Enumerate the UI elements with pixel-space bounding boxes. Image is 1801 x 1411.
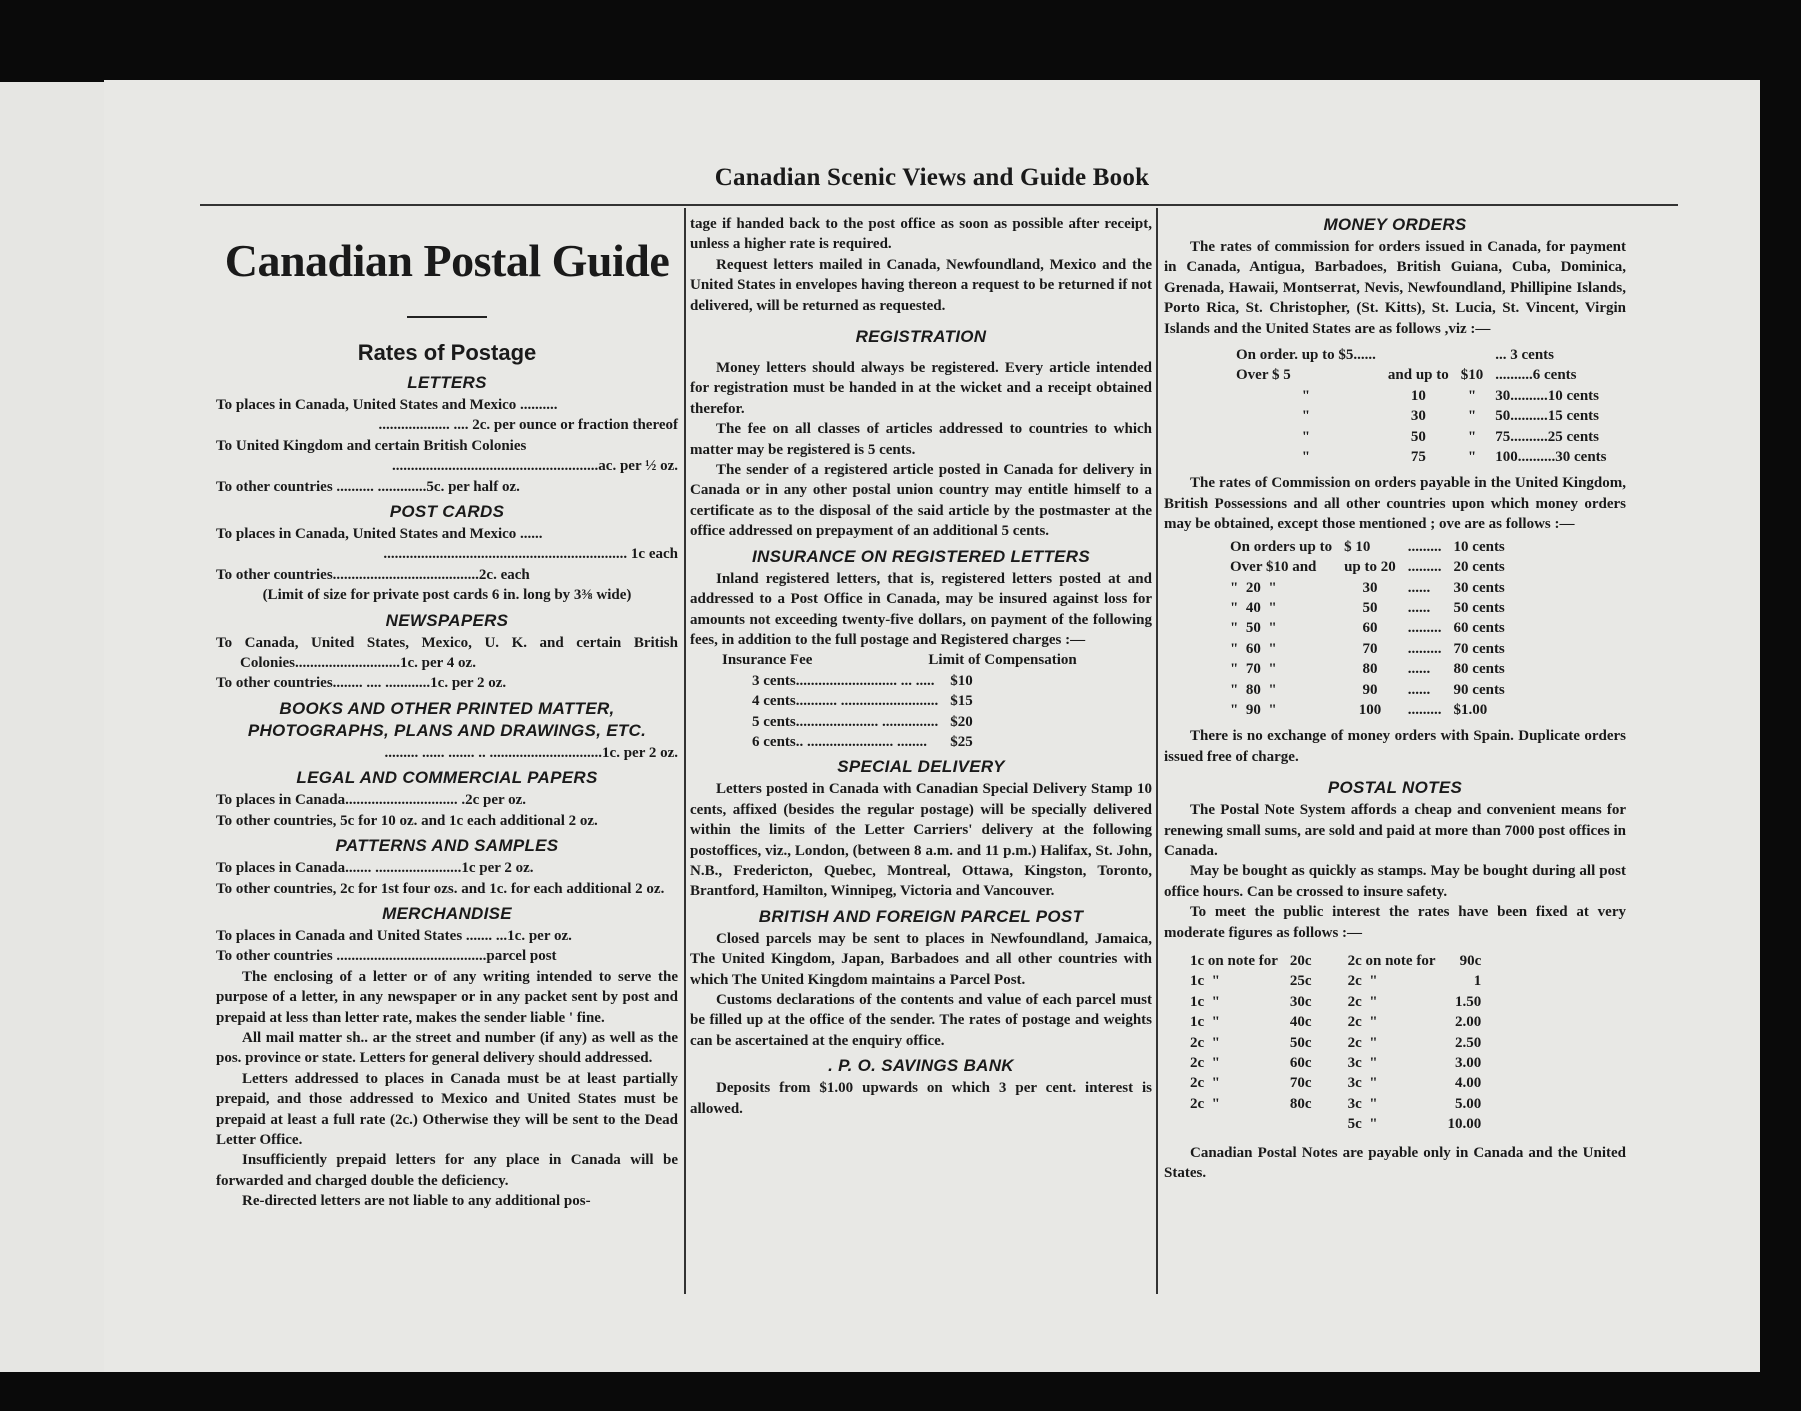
cell: up to 20 bbox=[1344, 559, 1396, 576]
table-row bbox=[746, 712, 979, 732]
header-rule bbox=[200, 204, 1678, 206]
paragraph: The enclosing of a letter or of any writing intended to serve the purpose of a letter, in any newspaper or in any packet sent by post and prepaid at less than letter rate, makes the sender liable ' fine. bbox=[216, 968, 678, 1026]
table-row bbox=[1230, 427, 1613, 447]
cell: 80 bbox=[1362, 661, 1378, 678]
cell: " bbox=[1467, 449, 1477, 466]
fee-cell: 3 cents........................... ... ..... bbox=[752, 672, 935, 689]
cell: ......... bbox=[1407, 701, 1442, 718]
cell: " bbox=[1301, 387, 1311, 404]
money-order-table-2 bbox=[1224, 537, 1511, 721]
rate-line: (Limit of size for private post cards 6 in. long by 3⅜ wide) bbox=[262, 587, 632, 604]
cell: ...... bbox=[1407, 579, 1431, 596]
table-row bbox=[746, 671, 979, 691]
cell: 50..........15 cents bbox=[1495, 408, 1600, 425]
paragraph: To meet the public interest the rates have been fixed at very moderate figures as follows :— bbox=[1164, 904, 1626, 941]
cell: " bbox=[1467, 387, 1477, 404]
cell: $ 10 bbox=[1344, 538, 1371, 555]
cell: $1.00 bbox=[1453, 701, 1488, 718]
section-heading: POSTAL NOTES bbox=[1327, 778, 1463, 798]
cell: " 90 " bbox=[1230, 701, 1277, 718]
fee-cell: 5 cents...................... ............... bbox=[752, 713, 939, 730]
table-row bbox=[1230, 447, 1613, 467]
table-row bbox=[1224, 598, 1511, 618]
rate-line: ......... ...... ....... .. ..............................1c. per 2 oz. bbox=[384, 744, 678, 761]
rate-line: To places in Canada, United States and Mexico ...... bbox=[216, 526, 543, 543]
rate-line: To places in Canada, United States and Mexico .......... bbox=[216, 397, 558, 413]
cell: 3c " bbox=[1347, 1095, 1378, 1112]
cell: 3c " bbox=[1347, 1055, 1378, 1072]
cell: " 70 " bbox=[1230, 661, 1277, 678]
cell: " bbox=[1301, 408, 1311, 425]
table-row bbox=[1184, 1094, 1487, 1114]
section-heading: REGISTRATION bbox=[855, 327, 987, 347]
cell: 25c bbox=[1289, 973, 1312, 990]
middle-column bbox=[690, 214, 1152, 1119]
table-row bbox=[1184, 1033, 1487, 1053]
cell: 2c " bbox=[1190, 1095, 1220, 1112]
right-column bbox=[1164, 214, 1626, 1183]
section-heading: . P. O. SAVINGS BANK bbox=[828, 1056, 1014, 1076]
table-row bbox=[1184, 1053, 1487, 1073]
cell: 10 bbox=[1410, 387, 1426, 404]
cell: " bbox=[1467, 408, 1477, 425]
cell bbox=[1184, 1114, 1284, 1134]
cell: 2c " bbox=[1347, 993, 1378, 1010]
table-row bbox=[1224, 639, 1511, 659]
rate-line: To other countries, 5c for 10 oz. and 1c each additional 2 oz. bbox=[216, 812, 598, 829]
cell: 60 cents bbox=[1453, 620, 1505, 637]
cell: 4.00 bbox=[1454, 1075, 1482, 1092]
section-heading: MERCHANDISE bbox=[382, 903, 512, 923]
cell: " 40 " bbox=[1230, 599, 1277, 616]
paragraph: Request letters mailed in Canada, Newfoundland, Mexico and the United States in envelopes having thereon a request to be returned if not delivered, will be returned as requested. bbox=[690, 256, 1152, 314]
table-row bbox=[1224, 557, 1511, 577]
table-row bbox=[746, 732, 979, 752]
cell: 75 bbox=[1410, 449, 1426, 466]
cell: 30c bbox=[1289, 993, 1312, 1010]
cell: " bbox=[1301, 428, 1311, 445]
cell: 60 bbox=[1362, 620, 1378, 637]
cell: 2c on note for bbox=[1347, 953, 1436, 969]
table-row bbox=[1184, 1012, 1487, 1032]
cell: On order. up to $5...... bbox=[1236, 347, 1376, 364]
table-row bbox=[1224, 578, 1511, 598]
section-heading: SPECIAL DELIVERY bbox=[837, 757, 1005, 777]
fee-cell: 4 cents........... .......................... bbox=[752, 693, 939, 710]
table-row bbox=[1224, 680, 1511, 700]
section-heading: PATTERNS AND SAMPLES bbox=[335, 836, 559, 856]
cell: 3.00 bbox=[1454, 1055, 1482, 1072]
cell: and up to bbox=[1387, 367, 1449, 384]
rate-line: To places in Canada....... .......................1c per 2 oz. bbox=[216, 860, 534, 877]
cell: 70 cents bbox=[1453, 640, 1505, 657]
paragraph: The sender of a registered article posted in Canada for delivery in Canada or in any other postal union country may entitle himself to a certificate as to the disposal of the said article by the postmaster at the office addressed on prepayment of an additional 5 cents. bbox=[690, 462, 1152, 540]
cell: 2c " bbox=[1190, 1034, 1220, 1051]
cell: Over $ 5 bbox=[1236, 367, 1291, 384]
cell: 80 cents bbox=[1453, 661, 1505, 678]
rate-line: To places in Canada and United States ....... ...1c. per oz. bbox=[216, 927, 572, 944]
running-header: Canadian Scenic Views and Guide Book bbox=[714, 164, 1150, 191]
cell: ......... bbox=[1407, 559, 1442, 576]
cell: 100 bbox=[1358, 701, 1382, 718]
cell: 1c " bbox=[1190, 993, 1220, 1010]
insurance-fee-table bbox=[746, 671, 979, 753]
limit-cell: $25 bbox=[950, 733, 973, 750]
table-row bbox=[1184, 971, 1487, 991]
cell: " 80 " bbox=[1230, 681, 1277, 698]
cell: 2c " bbox=[1190, 1055, 1220, 1072]
section-heading: BOOKS AND OTHER PRINTED MATTER, PHOTOGRAPHS, PLANS AND DRAWINGS, ETC. bbox=[247, 698, 647, 740]
rate-line: To Canada, United States, Mexico, U. K. and certain British Colonies............................1c. per 4 oz. bbox=[216, 634, 678, 672]
cell: 1c " bbox=[1190, 973, 1220, 990]
cell: ......... bbox=[1407, 620, 1442, 637]
cell: 2c " bbox=[1347, 973, 1378, 990]
column-rule bbox=[1156, 208, 1158, 1294]
cell: $10 bbox=[1460, 367, 1484, 384]
section-heading: MONEY ORDERS bbox=[1323, 215, 1467, 234]
rate-line: To other countries ........................................parcel post bbox=[216, 948, 557, 965]
cell: 2.50 bbox=[1454, 1034, 1482, 1051]
cell: 50 bbox=[1362, 599, 1378, 616]
cell: 20c bbox=[1289, 953, 1312, 969]
column-header: Insurance Fee bbox=[722, 652, 813, 669]
section-heading: NEWSPAPERS bbox=[385, 610, 509, 630]
fee-cell: 6 cents.. ....................... ........ bbox=[752, 733, 927, 750]
money-order-table-1 bbox=[1230, 345, 1613, 467]
facing-page-edge bbox=[0, 82, 104, 1372]
cell: 1.50 bbox=[1454, 993, 1482, 1010]
insurance-table bbox=[716, 650, 1083, 670]
section-heading: LETTERS bbox=[407, 373, 487, 392]
cell: 5.00 bbox=[1454, 1095, 1482, 1112]
cell: 30 cents bbox=[1453, 579, 1505, 596]
cell bbox=[1382, 345, 1455, 365]
paragraph: The fee on all classes of articles addressed to countries to which matter may be registered is 5 cents. bbox=[690, 421, 1152, 458]
section-heading: POST CARDS bbox=[389, 502, 505, 522]
table-row bbox=[1224, 537, 1511, 557]
cell: 2c " bbox=[1347, 1014, 1378, 1031]
section-heading: BRITISH AND FOREIGN PARCEL POST bbox=[758, 906, 1084, 926]
cell: ...... bbox=[1407, 661, 1431, 678]
cell: ..........6 cents bbox=[1495, 367, 1577, 384]
table-row bbox=[1224, 659, 1511, 679]
cell: " bbox=[1301, 449, 1311, 466]
rate-line: ................... .... 2c. per ounce or fraction thereof bbox=[378, 417, 678, 434]
cell: 2c " bbox=[1347, 1034, 1378, 1051]
paragraph: May be bought as quickly as stamps. May be bought during all post office hours. Can be crossed to insure safety. bbox=[1164, 863, 1626, 900]
paragraph: Re-directed letters are not liable to any additional pos- bbox=[242, 1193, 591, 1210]
cell: 20 cents bbox=[1453, 559, 1505, 576]
cell: 1c " bbox=[1190, 1014, 1220, 1031]
cell: " 20 " bbox=[1230, 579, 1277, 596]
cell: 100..........30 cents bbox=[1495, 449, 1607, 466]
table-row bbox=[746, 691, 979, 711]
cell: 70 bbox=[1362, 640, 1378, 657]
cell: ......... bbox=[1407, 640, 1442, 657]
rate-line: To United Kingdom and certain British Colonies bbox=[216, 437, 527, 454]
table-row bbox=[1230, 365, 1613, 385]
cell: 30..........10 cents bbox=[1495, 387, 1600, 404]
cell: " 60 " bbox=[1230, 640, 1277, 657]
paragraph: Inland registered letters, that is, registered letters posted at and addressed to a Post Office in Canada, may be insured against loss for amounts not exceeding twenty-five dollars, on payment of the following fees, in addition to the full postage and Registered charges :— bbox=[690, 570, 1152, 648]
cell: 50c bbox=[1289, 1034, 1312, 1051]
cell: 80c bbox=[1289, 1095, 1312, 1112]
book-page bbox=[104, 80, 1760, 1372]
table-row bbox=[1224, 700, 1511, 720]
cell: ...... bbox=[1407, 681, 1431, 698]
cell: 50 bbox=[1410, 428, 1426, 445]
paragraph: Money letters should always be registered. Every article intended for registration must be handed in at the wicket and a receipt obtained therefor. bbox=[690, 360, 1152, 417]
cell: 60c bbox=[1289, 1055, 1312, 1072]
rate-line: To places in Canada.............................. .2c per oz. bbox=[216, 792, 527, 809]
cell: 30 bbox=[1362, 579, 1378, 596]
title-rule bbox=[407, 316, 487, 318]
table-row bbox=[1184, 951, 1487, 971]
limit-cell: $15 bbox=[950, 693, 973, 710]
rates-heading: Rates of Postage bbox=[357, 340, 537, 365]
cell: 10.00 bbox=[1447, 1116, 1482, 1133]
cell: ... 3 cents bbox=[1495, 347, 1555, 364]
cell: 30 bbox=[1410, 408, 1426, 425]
cell bbox=[1455, 345, 1490, 365]
cell: 2.00 bbox=[1454, 1014, 1482, 1031]
table-row bbox=[1184, 1114, 1487, 1134]
cell: 1 bbox=[1473, 973, 1482, 990]
paragraph: There is no exchange of money orders with Spain. Duplicate orders issued free of charge. bbox=[1164, 728, 1626, 765]
cell: 90 cents bbox=[1453, 681, 1505, 698]
cell: " 50 " bbox=[1230, 620, 1277, 637]
section-heading: INSURANCE ON REGISTERED LETTERS bbox=[752, 546, 1090, 566]
rate-line: To other countries, 2c for 1st four ozs. and 1c. for each additional 2 oz. bbox=[216, 880, 665, 897]
cell: 3c " bbox=[1347, 1075, 1378, 1092]
paragraph: Deposits from $1.00 upwards on which 3 per cent. interest is allowed. bbox=[690, 1080, 1152, 1117]
paragraph: Closed parcels may be sent to places in Newfoundland, Jamaica, The United Kingdom, Japan, Barbadoes and all other countries with which The United Kingdom maintains a Parcel Post. bbox=[690, 930, 1152, 988]
paragraph: The rates of Commission on orders payable in the United Kingdom, British Possessions and all other countries upon which money orders may be obtained, except those mentioned ; ove are as follows :— bbox=[1164, 475, 1626, 533]
cell: Over $10 and bbox=[1230, 559, 1317, 576]
cell: 2c " bbox=[1190, 1075, 1220, 1092]
table-row bbox=[1230, 345, 1613, 365]
table-row bbox=[1184, 1073, 1487, 1093]
section-heading: LEGAL AND COMMERCIAL PAPERS bbox=[296, 768, 598, 788]
cell: On orders up to bbox=[1230, 538, 1333, 555]
paragraph: Insufficiently prepaid letters for any place in Canada will be forwarded and charged double the deficiency. bbox=[216, 1152, 678, 1189]
paragraph: All mail matter sh.. ar the street and number (if any) as well as the pos. province or state. Letters for general delivery should addressed. bbox=[216, 1029, 678, 1067]
cell: 10 cents bbox=[1453, 538, 1505, 555]
column-header: Limit of Compensation bbox=[928, 652, 1077, 669]
table-row bbox=[1230, 406, 1613, 426]
cell: ...... bbox=[1407, 599, 1431, 616]
paragraph: The rates of commission for orders issued in Canada, for payment in Canada, Antigua, Barbadoes, British Guiana, Cuba, Dominica, Grenada, Hawaii, Montserrat, Nevis, Newfoundland, Phillipine Islands, Porto Rica, St. Christopher, (St. Kitts), St. Lucia, St. Vincent, Virgin Islands and the United States are as follows ,viz :— bbox=[1164, 239, 1626, 337]
paragraph: Letters addressed to places in Canada must be at least partially prepaid, and those addressed to Mexico and United States must be prepaid at least a full rate (2c.) Otherwise they will be sent to the Dead Letter Office. bbox=[216, 1070, 678, 1148]
cell: 5c " bbox=[1347, 1116, 1378, 1133]
paragraph: Customs declarations of the contents and value of each parcel must be filled up at the office of the sender. The rates of postage and weights can be ascertained at the enquiry office. bbox=[690, 992, 1152, 1049]
cell: 75..........25 cents bbox=[1495, 428, 1600, 445]
rate-line: To other countries.......................................2c. each bbox=[216, 566, 530, 583]
table-row bbox=[1230, 386, 1613, 406]
cell: ......... bbox=[1407, 538, 1442, 555]
table-row bbox=[1184, 992, 1487, 1012]
column-rule bbox=[684, 208, 686, 1294]
left-column bbox=[216, 214, 678, 1212]
limit-cell: $10 bbox=[950, 672, 973, 689]
cell: 50 cents bbox=[1453, 599, 1505, 616]
limit-cell: $20 bbox=[950, 713, 973, 730]
cell: 1c on note for bbox=[1190, 953, 1278, 969]
paragraph: Canadian Postal Notes are payable only in Canada and the United States. bbox=[1164, 1144, 1626, 1182]
postal-notes-table bbox=[1184, 951, 1487, 1135]
cell: " bbox=[1467, 428, 1477, 445]
cell: 90 bbox=[1362, 681, 1378, 698]
cell bbox=[1284, 1114, 1342, 1134]
page-title: Canadian Postal Guide bbox=[224, 235, 670, 286]
rate-line: To other countries .......... .............5c. per half oz. bbox=[216, 478, 520, 495]
rate-line: .......................................................ac. per ½ oz. bbox=[392, 458, 678, 475]
rate-line: To other countries........ .... ............1c. per 2 oz. bbox=[216, 675, 507, 692]
cell: 40c bbox=[1289, 1014, 1312, 1031]
cell: 70c bbox=[1289, 1075, 1312, 1092]
paragraph: tage if handed back to the post office as soon as possible after receipt, unless a higher rate is required. bbox=[690, 216, 1152, 253]
paragraph: The Postal Note System affords a cheap and convenient means for renewing small sums, are sold and paid at more than 7000 post offices in Canada. bbox=[1164, 802, 1626, 859]
cell: 90c bbox=[1459, 953, 1482, 969]
rate-line: ................................................................. 1c each bbox=[383, 546, 678, 563]
paragraph: Letters posted in Canada with Canadian Special Delivery Stamp 10 cents, affixed (besides the regular postage) will be specially delivered within the limits of the Letter Carriers' delivery at the following postoffices, viz., London, (between 8 a.m. and 11 p.m.) Halifax, St. John, N.B., Fredericton, Quebec, Montreal, Ottawa, Kingston, Toronto, Brantford, Hamilton, Winnipeg, Victoria and Vancouver. bbox=[690, 781, 1152, 900]
table-row bbox=[1224, 618, 1511, 638]
